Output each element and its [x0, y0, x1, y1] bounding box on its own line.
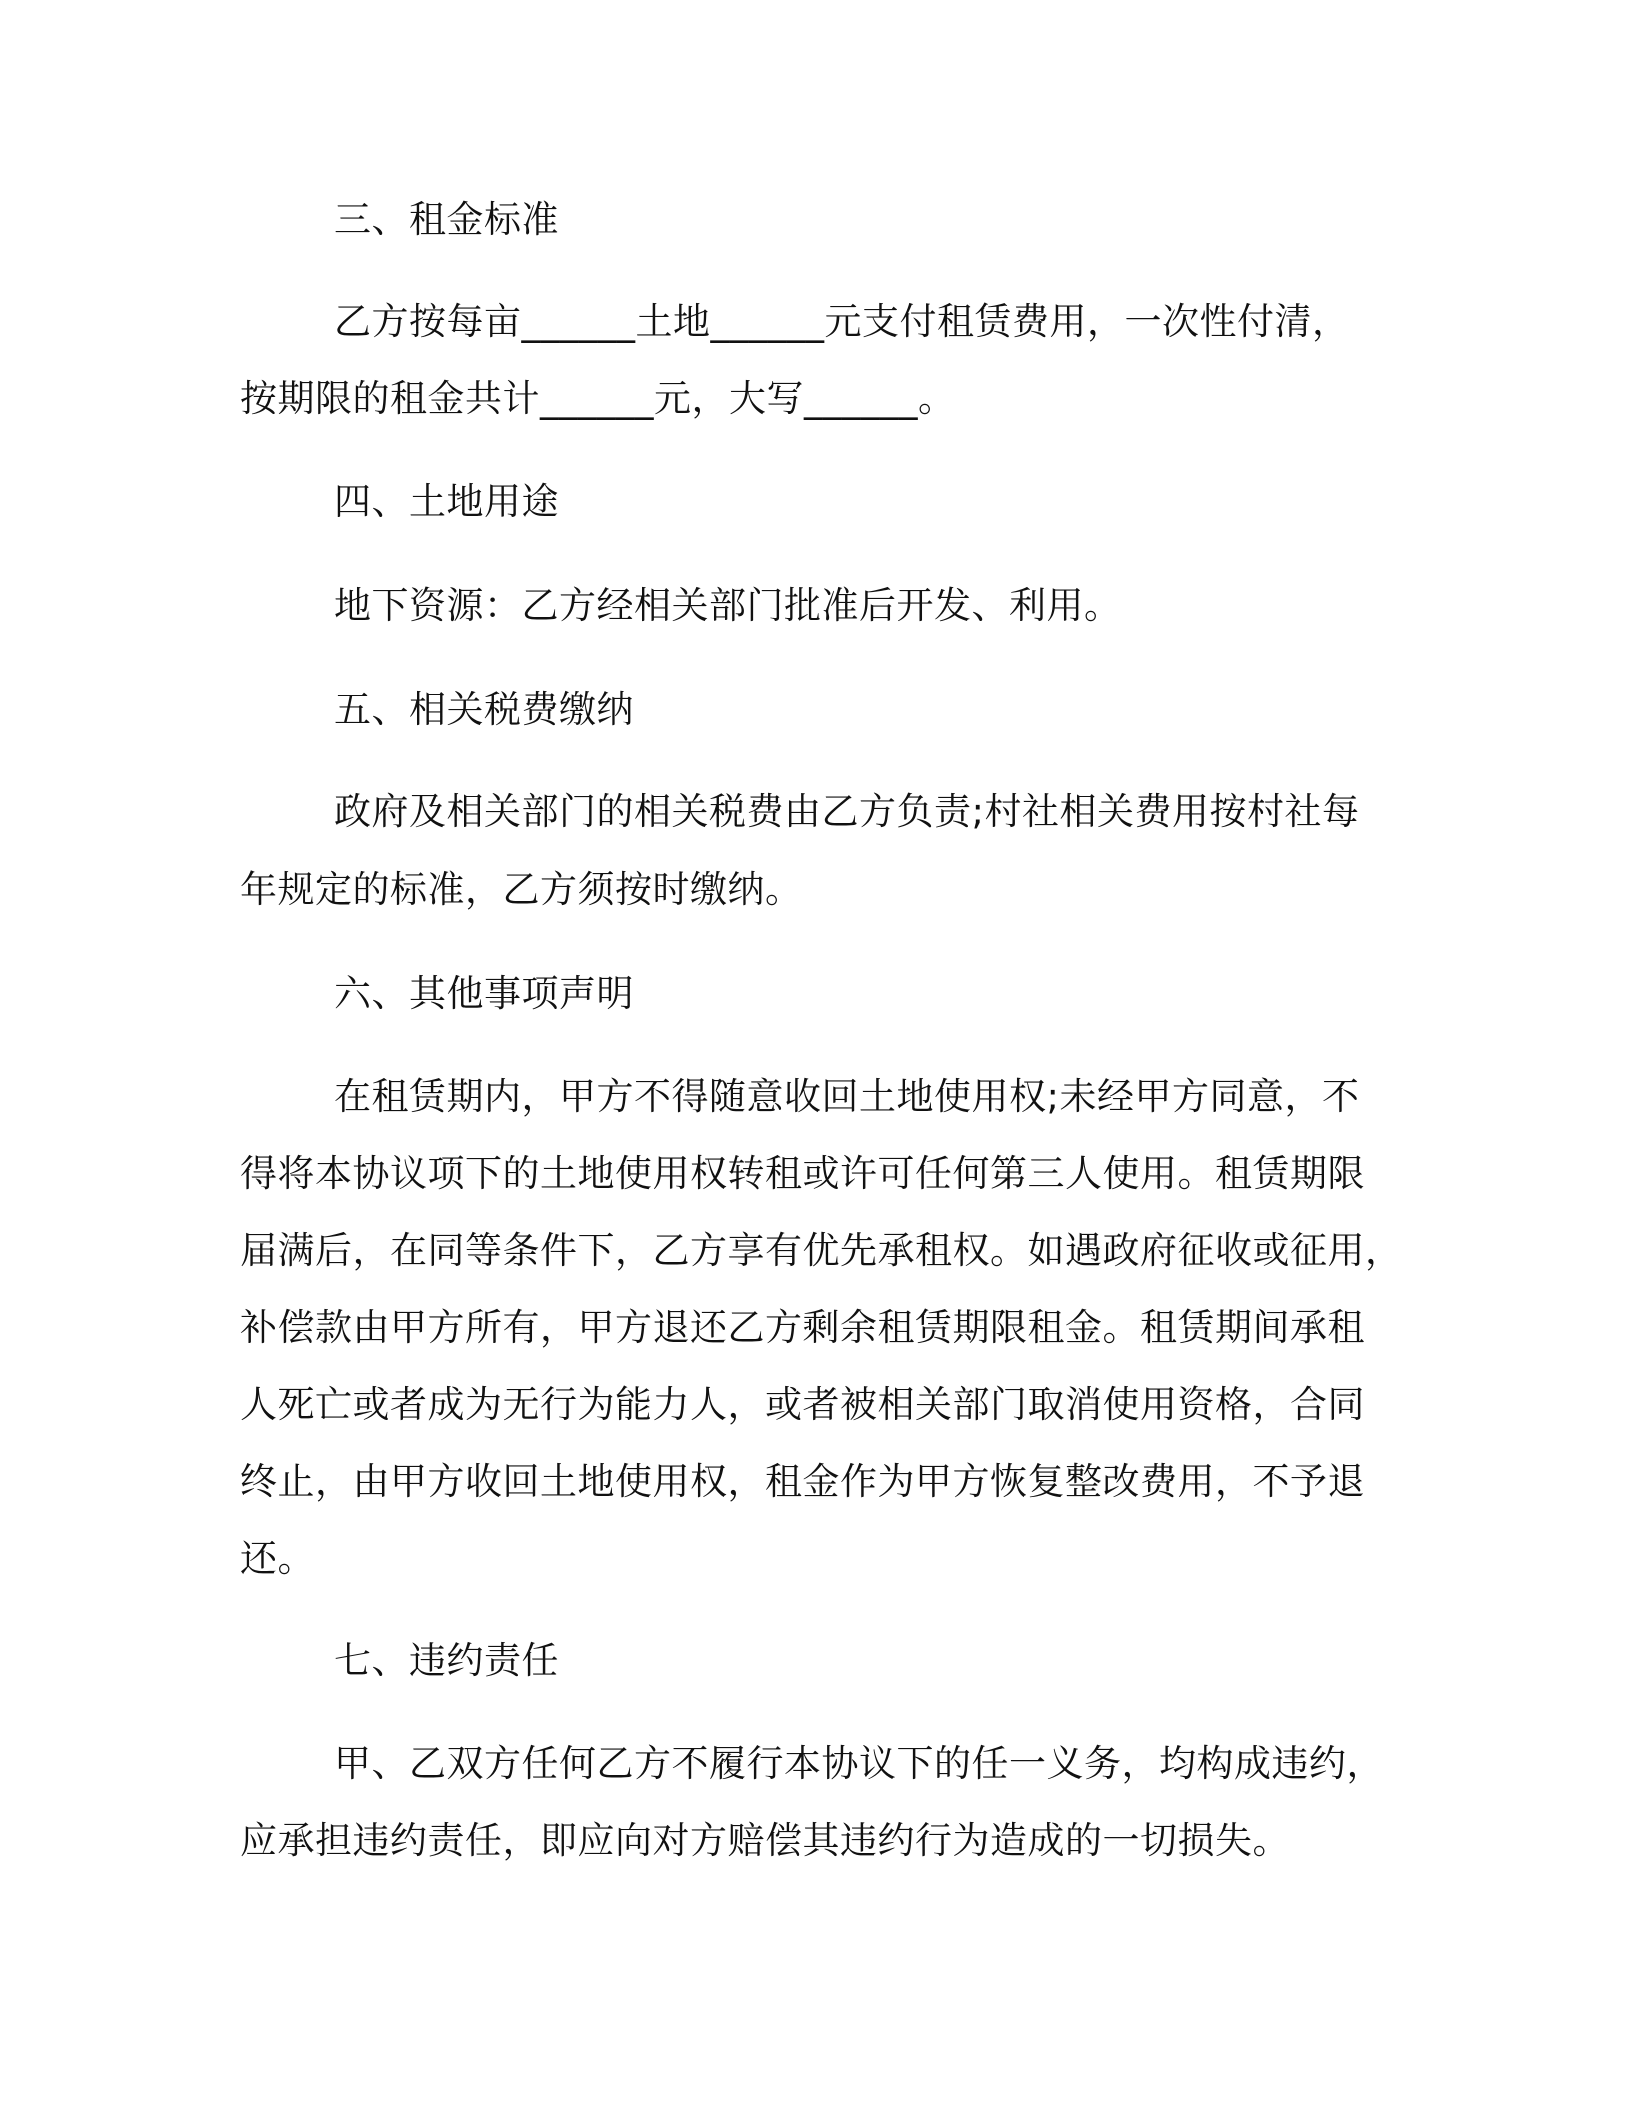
paragraph-line: 在租赁期内，甲方不得随意收回土地使用权;未经甲方同意，不: [334, 1075, 1360, 1118]
section-heading-rent: 三、租金标准: [334, 198, 559, 241]
section-heading-taxes: 五、相关税费缴纳: [334, 688, 634, 731]
paragraph-line: 还。: [240, 1537, 315, 1580]
paragraph-line: 政府及相关部门的相关税费由乙方负责;村社相关费用按村社每: [334, 790, 1360, 833]
section-heading-other-matters: 六、其他事项声明: [334, 972, 634, 1015]
paragraph-line: 乙方按每亩______土地______元支付租赁费用，一次性付清，: [334, 300, 1350, 343]
paragraph-line: 年规定的标准，乙方须按时缴纳。: [240, 868, 803, 911]
paragraph-line: 届满后，在同等条件下，乙方享有优先承租权。如遇政府征收或征用，: [240, 1229, 1403, 1272]
paragraph-line: 人死亡或者成为无行为能力人，或者被相关部门取消使用资格，合同: [240, 1383, 1365, 1426]
paragraph-line: 终止，由甲方收回土地使用权，租金作为甲方恢复整改费用，不予退: [240, 1460, 1365, 1503]
section-heading-breach-liability: 七、违约责任: [334, 1639, 559, 1682]
paragraph-line: 地下资源：乙方经相关部门批准后开发、利用。: [334, 584, 1122, 627]
section-heading-land-use: 四、土地用途: [334, 480, 559, 523]
paragraph-line: 应承担违约责任，即应向对方赔偿其违约行为造成的一切损失。: [240, 1819, 1290, 1862]
paragraph-line: 按期限的租金共计______元，大写______。: [240, 377, 956, 420]
paragraph-line: 补偿款由甲方所有，甲方退还乙方剩余租赁期限租金。租赁期间承租: [240, 1306, 1365, 1349]
paragraph-line: 甲、乙双方任何乙方不履行本协议下的任一义务，均构成违约，: [334, 1742, 1384, 1785]
paragraph-line: 得将本协议项下的土地使用权转租或许可任何第三人使用。租赁期限: [240, 1152, 1365, 1195]
